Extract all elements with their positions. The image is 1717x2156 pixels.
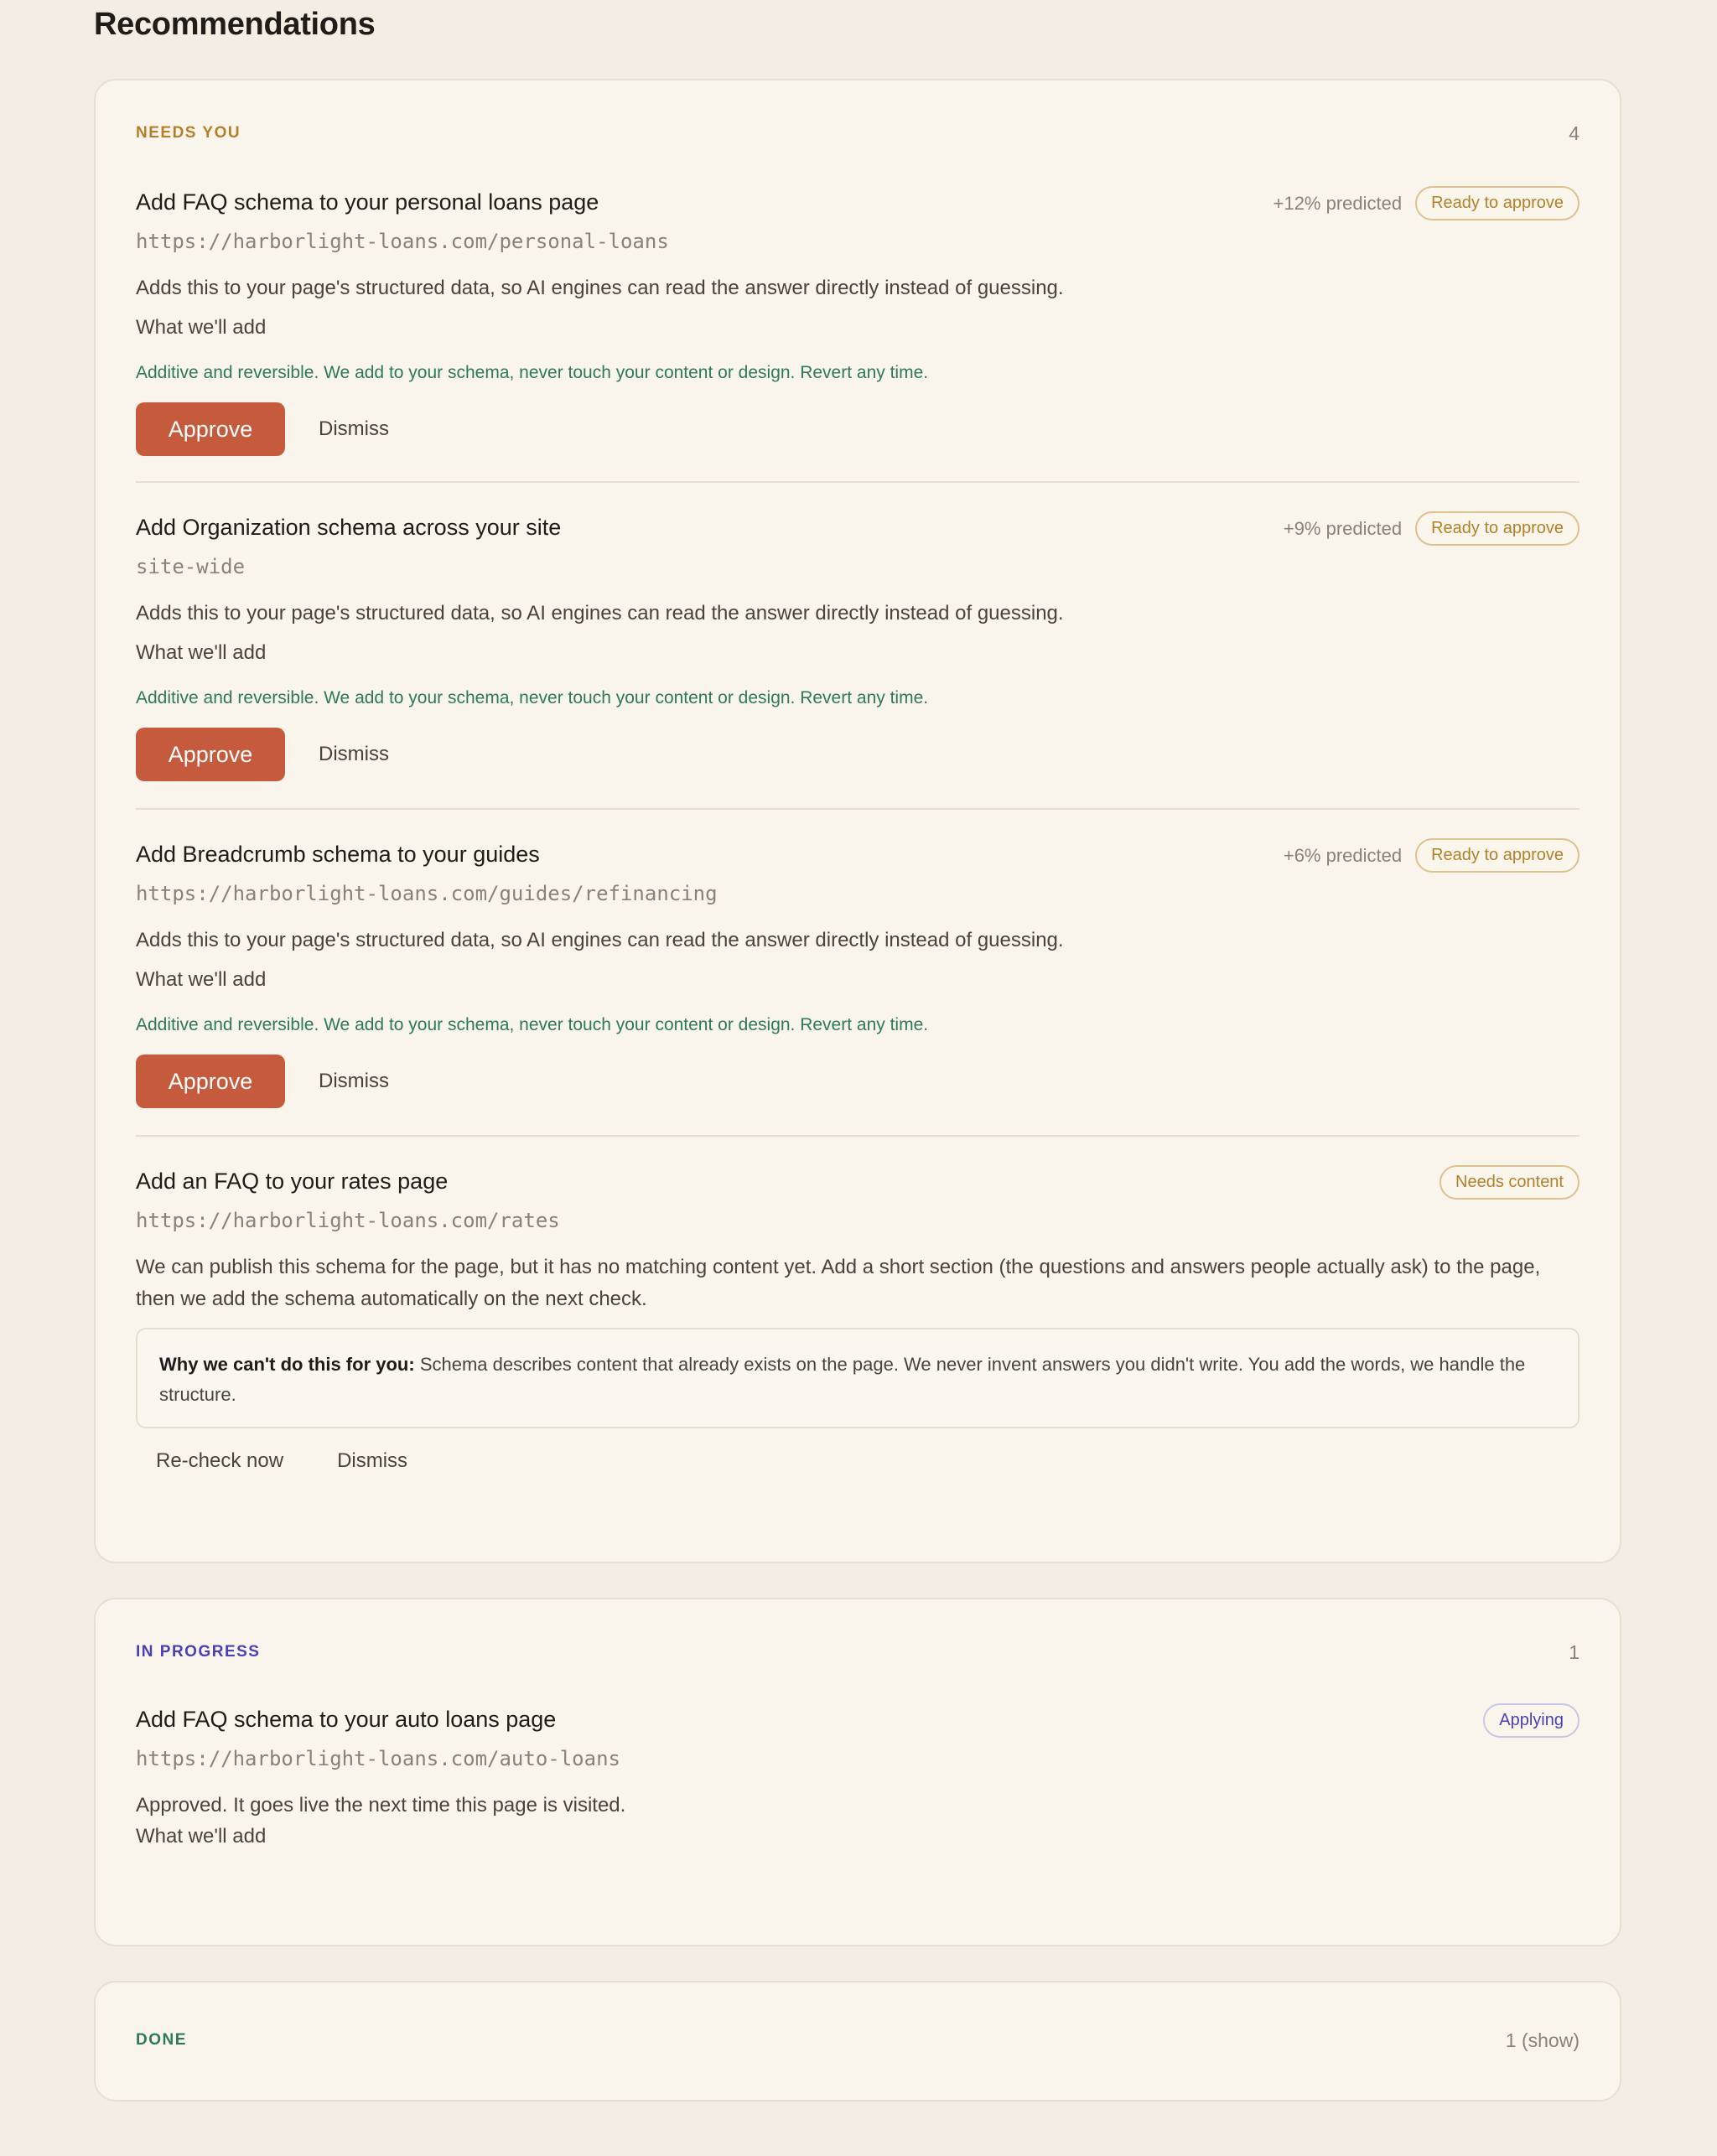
reversible-note: Additive and reversible. We add to your schema, never touch your content or design. Revert any time. (136, 688, 929, 707)
recommendation-description: Adds this to your page's structured data, so AI engines can read the answer directly instead of guessing. (136, 602, 1064, 625)
recommendation-item (136, 189, 1580, 458)
recommendation-item (136, 842, 1580, 1110)
page-url: https://harborlight-loans.com/personal-loans (136, 230, 669, 253)
status-badge: Applying (1483, 1703, 1580, 1738)
item-divider (136, 481, 1580, 483)
item-actions (136, 1055, 389, 1108)
status-badge: Ready to approve (1415, 511, 1580, 546)
status-badge: Ready to approve (1415, 838, 1580, 873)
approve-button[interactable]: Approve (136, 1055, 285, 1108)
dismiss-button[interactable]: Dismiss (319, 1070, 389, 1092)
item-actions (136, 402, 389, 456)
section-count: 4 (1569, 122, 1580, 144)
recommendation-meta (1483, 1703, 1580, 1738)
what-we-add-toggle[interactable]: What we'll add (136, 316, 267, 339)
recommendation-item (136, 515, 1580, 783)
section-header (136, 1643, 1580, 1668)
what-we-add-toggle[interactable]: What we'll add (136, 1825, 267, 1848)
predicted-lift: +6% predicted (1283, 844, 1403, 866)
section-header (136, 124, 1580, 149)
why-callout (136, 1328, 1580, 1428)
recommendation-item (136, 1707, 1580, 1891)
page-url: https://harborlight-loans.com/rates (136, 1209, 560, 1232)
recommendation-meta (1284, 838, 1580, 873)
recommendation-description: Adds this to your page's structured data, so AI engines can read the answer directly instead of guessing. (136, 929, 1064, 951)
item-divider (136, 1135, 1580, 1137)
callout-label: Why we can't do this for you: (159, 1354, 415, 1375)
needs-you-card (94, 79, 1621, 1563)
dismiss-button[interactable]: Dismiss (319, 743, 389, 765)
recommendation-meta (1273, 186, 1580, 220)
recommendation-meta (1439, 1165, 1580, 1200)
recommendation-description: Adds this to your page's structured data, so AI engines can read the answer directly instead of guessing. (136, 277, 1064, 299)
approve-button[interactable]: Approve (136, 402, 285, 456)
recommendation-description: We can publish this schema for the page, but it has no matching content yet. Add a short section (the questions and answers people actually ask) to the page, then we add the schema automatically on the next check. (136, 1256, 1541, 1310)
recommendation-item (136, 1169, 1580, 1521)
recommendation-title: Add FAQ schema to your personal loans page (136, 189, 599, 215)
page-url: site-wide (136, 555, 246, 578)
recommendation-title: Add Organization schema across your site (136, 515, 562, 540)
reversible-note: Additive and reversible. We add to your schema, never touch your content or design. Revert any time. (136, 363, 929, 382)
recommendation-title: Add an FAQ to your rates page (136, 1169, 449, 1194)
in-progress-card (94, 1598, 1621, 1946)
recommendation-title: Add Breadcrumb schema to your guides (136, 842, 540, 867)
show-done-toggle[interactable]: 1 (show) (1505, 2029, 1580, 2051)
approve-button[interactable]: Approve (136, 728, 285, 781)
status-badge: Ready to approve (1415, 186, 1580, 220)
section-header (136, 2031, 1580, 2056)
dismiss-button[interactable]: Dismiss (337, 1449, 408, 1472)
section-count: 1 (1569, 1641, 1580, 1663)
section-label-done: DONE (136, 2031, 187, 2049)
item-actions (136, 728, 389, 781)
item-actions (156, 1449, 407, 1473)
recommendation-description: Approved. It goes live the next time this page is visited. (136, 1794, 626, 1817)
page-url: https://harborlight-loans.com/guides/refinancing (136, 882, 718, 905)
reversible-note: Additive and reversible. We add to your schema, never touch your content or design. Revert any time. (136, 1015, 929, 1034)
what-we-add-toggle[interactable]: What we'll add (136, 641, 267, 664)
callout-text: Schema describes content that already exists on the page. We never invent answers you didn't write. You add the words, we handle the structure. (159, 1354, 1526, 1405)
status-badge: Needs content (1439, 1165, 1580, 1200)
section-label-needs-you: NEEDS YOU (136, 124, 241, 142)
recheck-button[interactable]: Re-check now (156, 1449, 284, 1472)
recommendation-title: Add FAQ schema to your auto loans page (136, 1707, 557, 1732)
page-url: https://harborlight-loans.com/auto-loans (136, 1747, 620, 1770)
page-title: Recommendations (94, 7, 376, 42)
recommendation-meta (1284, 511, 1580, 546)
what-we-add-toggle[interactable]: What we'll add (136, 968, 267, 991)
section-label-in-progress: IN PROGRESS (136, 1643, 261, 1661)
dismiss-button[interactable]: Dismiss (319, 417, 389, 440)
predicted-lift: +12% predicted (1273, 192, 1403, 214)
item-divider (136, 808, 1580, 810)
predicted-lift: +9% predicted (1283, 517, 1403, 539)
done-card (94, 1981, 1621, 2102)
